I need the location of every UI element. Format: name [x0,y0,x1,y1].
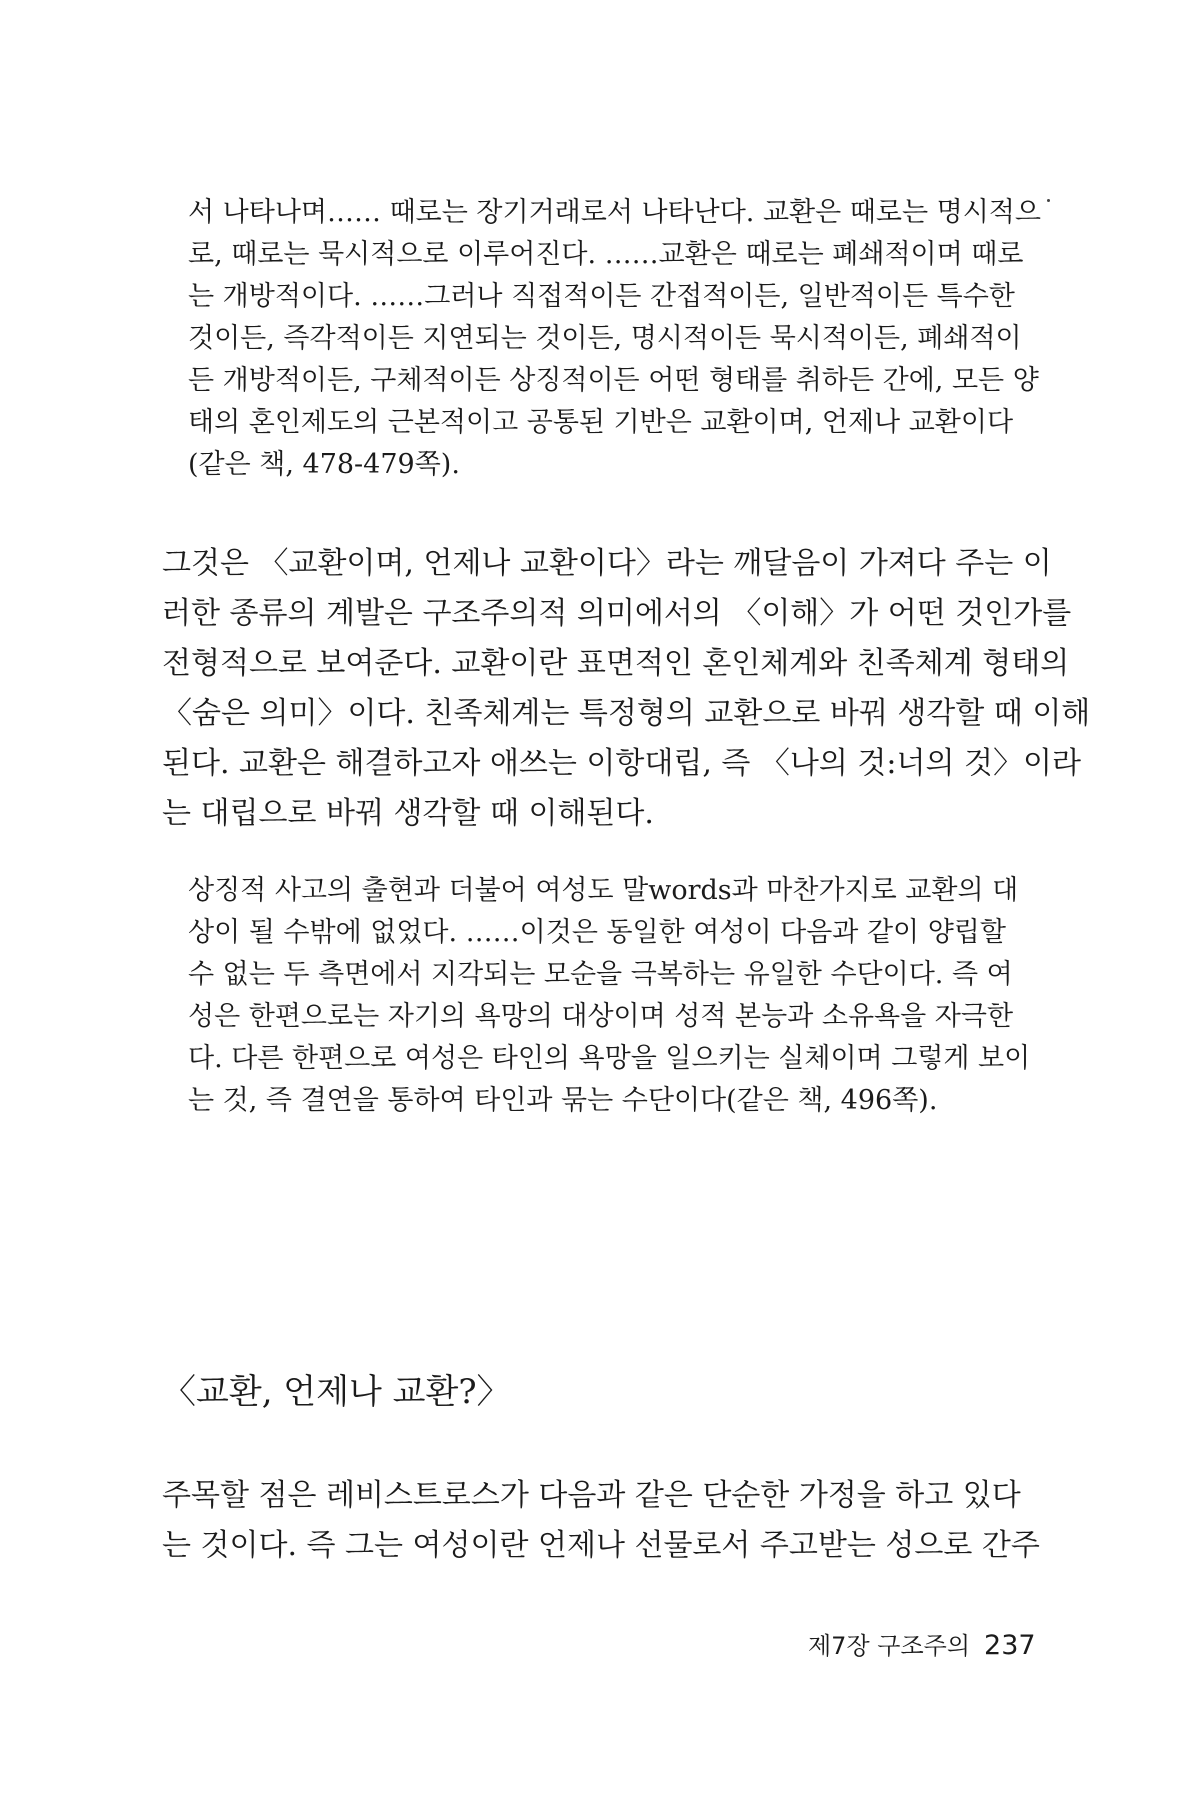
quote2-line-2: 상이 될 수밖에 없었다. ……이것은 동일한 여성이 다음과 같이 양립할 [188,917,1006,948]
page-footer [808,1626,1036,1661]
section-heading: 〈교환, 언제나 교환?〉 [162,1372,511,1412]
quote1-line-5: 든 개방적이든, 구체적이든 상징적이든 어떤 형태를 취하든 간에, 모든 양 [188,365,1039,396]
para2-line-2: 는 것이다. 즉 그는 여성이란 언제나 선물로서 주고받는 성으로 간주 [162,1528,1040,1563]
para1-line-3: 전형적으로 보여준다. 교환이란 표면적인 혼인체계와 친족체계 형태의 [162,646,1070,681]
quote1-line-7: (같은 책, 478-479쪽). [188,449,460,480]
running-chapter-title: 제7장 구조주의 [808,1632,971,1660]
para1-line-1: 그것은 〈교환이며, 언제나 교환이다〉라는 깨달음이 가져다 주는 이 [162,546,1052,581]
quote1-line-1: 서 나타나며…… 때로는 장기거래로서 나타난다. 교환은 때로는 명시적으 [188,197,1041,228]
quote2-line-3: 수 없는 두 측면에서 지각되는 모순을 극복하는 유일한 수단이다. 즉 여 [188,959,1013,990]
para2-line-1: 주목할 점은 레비스트로스가 다음과 같은 단순한 가정을 하고 있다 [162,1478,1021,1513]
quote2-line-1: 상징적 사고의 출현과 더불어 여성도 말words과 마찬가지로 교환의 대 [188,875,1019,906]
para1-line-6: 는 대립으로 바꿔 생각할 때 이해된다. [162,796,654,831]
quote1-line-2: 로, 때로는 묵시적으로 이루어진다. ……교환은 때로는 폐쇄적이며 때로 [188,239,1024,270]
quote2-line-6: 는 것, 즉 결연을 통하여 타인과 묶는 수단이다(같은 책, 496쪽). [188,1085,938,1116]
para1-line-4: 〈숨은 의미〉이다. 친족체계는 특정형의 교환으로 바꿔 생각할 때 이해 [162,696,1091,731]
page-number: 237 [984,1630,1036,1661]
para1-line-5: 된다. 교환은 해결하고자 애쓰는 이항대립, 즉 〈나의 것:너의 것〉이라 [162,746,1081,781]
para1-line-2: 러한 종류의 계발은 구조주의적 의미에서의 〈이해〉가 어떤 것인가를 [162,596,1072,631]
quote1-line-3: 는 개방적이다. ……그러나 직접적이든 간접적이든, 일반적이든 특수한 [188,281,1015,312]
quote1-line-4: 것이든, 즉각적이든 지연되는 것이든, 명시적이든 묵시적이든, 폐쇄적이 [188,323,1022,354]
quote1-line-6: 태의 혼인제도의 근본적이고 공통된 기반은 교환이며, 언제나 교환이다 [188,407,1014,438]
quote2-line-5: 다. 다른 한편으로 여성은 타인의 욕망을 일으키는 실체이며 그렇게 보이 [188,1043,1031,1074]
print-speck [1047,199,1050,202]
quote2-line-4: 성은 한편으로는 자기의 욕망의 대상이며 성적 본능과 소유욕을 자극한 [188,1001,1014,1032]
